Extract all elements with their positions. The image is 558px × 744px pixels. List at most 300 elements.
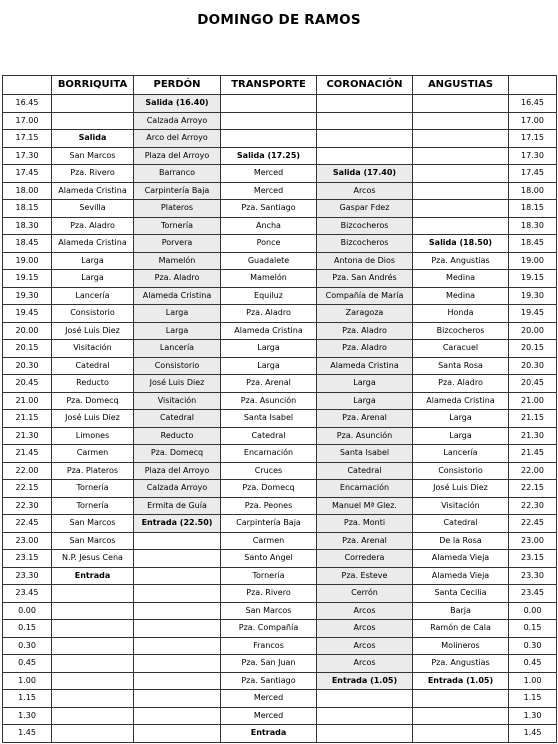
- schedule-cell: Entrada (1.05): [413, 672, 509, 690]
- schedule-cell: [134, 550, 221, 568]
- schedule-cell: Visitación: [52, 340, 134, 358]
- schedule-cell: Encarnación: [317, 480, 413, 498]
- time-cell-right: 17.30: [509, 147, 557, 165]
- schedule-cell: [52, 707, 134, 725]
- schedule-cell: [317, 725, 413, 743]
- time-cell-right: 17.15: [509, 130, 557, 148]
- time-cell-left: 0.45: [3, 655, 52, 673]
- schedule-cell: [52, 95, 134, 113]
- table-row: [3, 532, 557, 550]
- schedule-cell: Alameda Cristina: [52, 182, 134, 200]
- schedule-cell: Visitación: [413, 497, 509, 515]
- schedule-cell: Ponce: [221, 235, 317, 253]
- time-cell-right: 21.00: [509, 392, 557, 410]
- time-cell-left: 18.30: [3, 217, 52, 235]
- schedule-cell: Tornería: [134, 217, 221, 235]
- schedule-body: [3, 95, 557, 743]
- schedule-cell: Larga: [221, 340, 317, 358]
- time-cell-right: 21.30: [509, 427, 557, 445]
- time-cell-left: 17.00: [3, 112, 52, 130]
- column-header: BORRIQUITA: [52, 76, 134, 95]
- time-cell-right: 0.45: [509, 655, 557, 673]
- time-cell-left: 0.00: [3, 602, 52, 620]
- schedule-cell: [413, 200, 509, 218]
- schedule-cell: San Marcos: [52, 532, 134, 550]
- time-cell-right: 21.15: [509, 410, 557, 428]
- time-cell-left: 1.15: [3, 690, 52, 708]
- schedule-cell: Larga: [134, 322, 221, 340]
- schedule-cell: Catedral: [413, 515, 509, 533]
- time-cell-left: 1.30: [3, 707, 52, 725]
- table-row: [3, 340, 557, 358]
- schedule-cell: Cruces: [221, 462, 317, 480]
- schedule-cell: N.P. Jesus Cena: [52, 550, 134, 568]
- schedule-cell: Pza. Peones: [221, 497, 317, 515]
- schedule-cell: Plaza del Arroyo: [134, 147, 221, 165]
- table-row: [3, 725, 557, 743]
- schedule-cell: Medina: [413, 270, 509, 288]
- time-cell-left: 21.45: [3, 445, 52, 463]
- schedule-cell: Guadalete: [221, 252, 317, 270]
- schedule-cell: Corredera: [317, 550, 413, 568]
- time-cell-left: 18.00: [3, 182, 52, 200]
- schedule-cell: [134, 602, 221, 620]
- schedule-cell: Zaragoza: [317, 305, 413, 323]
- schedule-cell: Francos: [221, 637, 317, 655]
- schedule-cell: Lancería: [52, 287, 134, 305]
- table-row: [3, 462, 557, 480]
- schedule-cell: Entrada: [221, 725, 317, 743]
- table-row: [3, 392, 557, 410]
- schedule-cell: [317, 112, 413, 130]
- time-cell-left: 20.30: [3, 357, 52, 375]
- table-row: [3, 515, 557, 533]
- schedule-cell: Reducto: [52, 375, 134, 393]
- time-cell-left: 22.45: [3, 515, 52, 533]
- schedule-cell: Mamelón: [134, 252, 221, 270]
- schedule-cell: Carmen: [221, 532, 317, 550]
- schedule-cell: [52, 637, 134, 655]
- schedule-cell: San Marcos: [221, 602, 317, 620]
- schedule-cell: [221, 95, 317, 113]
- table-row: [3, 270, 557, 288]
- schedule-cell: Carpintería Baja: [134, 182, 221, 200]
- schedule-cell: [221, 112, 317, 130]
- schedule-cell: Bizcocheros: [317, 217, 413, 235]
- time-cell-left: 23.30: [3, 567, 52, 585]
- time-cell-right: 23.30: [509, 567, 557, 585]
- schedule-cell: Merced: [221, 165, 317, 183]
- time-cell-left: 19.15: [3, 270, 52, 288]
- time-cell-left: 20.45: [3, 375, 52, 393]
- schedule-cell: Catedral: [221, 427, 317, 445]
- time-cell-left: 17.15: [3, 130, 52, 148]
- table-row: [3, 217, 557, 235]
- schedule-cell: Limones: [52, 427, 134, 445]
- schedule-cell: Pza. Aladro: [52, 217, 134, 235]
- schedule-cell: Pza. Plateros: [52, 462, 134, 480]
- table-row: [3, 182, 557, 200]
- schedule-cell: Equiluz: [221, 287, 317, 305]
- table-row: [3, 130, 557, 148]
- time-cell-right: 19.30: [509, 287, 557, 305]
- schedule-cell: Consistorio: [52, 305, 134, 323]
- schedule-cell: Manuel Mª Glez.: [317, 497, 413, 515]
- time-cell-left: 19.00: [3, 252, 52, 270]
- time-cell-right: 23.45: [509, 585, 557, 603]
- schedule-cell: [134, 672, 221, 690]
- time-cell-left: 21.15: [3, 410, 52, 428]
- schedule-cell: [134, 532, 221, 550]
- table-row: [3, 322, 557, 340]
- table-row: [3, 427, 557, 445]
- table-row: [3, 445, 557, 463]
- schedule-cell: Entrada: [52, 567, 134, 585]
- time-cell-right: 16.45: [509, 95, 557, 113]
- schedule-cell: Alameda Cristina: [221, 322, 317, 340]
- time-cell-right: 23.15: [509, 550, 557, 568]
- schedule-cell: [134, 690, 221, 708]
- time-cell-right: 22.00: [509, 462, 557, 480]
- schedule-cell: [134, 725, 221, 743]
- schedule-cell: [413, 725, 509, 743]
- schedule-cell: Ramón de Cala: [413, 620, 509, 638]
- column-header: CORONACIÓN: [317, 76, 413, 95]
- time-cell-right: 1.45: [509, 725, 557, 743]
- schedule-cell: [413, 707, 509, 725]
- schedule-cell: Alameda Vieja: [413, 550, 509, 568]
- schedule-cell: Pza. San Juan: [221, 655, 317, 673]
- table-row: [3, 620, 557, 638]
- schedule-cell: Consistorio: [413, 462, 509, 480]
- schedule-cell: [413, 165, 509, 183]
- time-cell-left: 0.30: [3, 637, 52, 655]
- table-row: [3, 235, 557, 253]
- schedule-cell: Lancería: [134, 340, 221, 358]
- schedule-cell: Santa Rosa: [413, 357, 509, 375]
- schedule-cell: Pza. Aladro: [317, 340, 413, 358]
- schedule-cell: Pza. Rivero: [52, 165, 134, 183]
- table-row: [3, 357, 557, 375]
- schedule-cell: Gaspar Fdez: [317, 200, 413, 218]
- schedule-cell: Caracuel: [413, 340, 509, 358]
- schedule-cell: Carmen: [52, 445, 134, 463]
- time-cell-left: 21.00: [3, 392, 52, 410]
- table-row: [3, 287, 557, 305]
- time-cell-left: 16.45: [3, 95, 52, 113]
- table-row: [3, 305, 557, 323]
- time-cell-right: 20.45: [509, 375, 557, 393]
- schedule-cell: Ermita de Guía: [134, 497, 221, 515]
- schedule-cell: Pza. Aladro: [221, 305, 317, 323]
- schedule-cell: Catedral: [134, 410, 221, 428]
- schedule-cell: Catedral: [52, 357, 134, 375]
- schedule-cell: [317, 147, 413, 165]
- time-cell-right: 21.45: [509, 445, 557, 463]
- schedule-cell: Merced: [221, 707, 317, 725]
- schedule-cell: Barranco: [134, 165, 221, 183]
- schedule-cell: Tornería: [52, 480, 134, 498]
- schedule-cell: Santa Isabel: [221, 410, 317, 428]
- schedule-cell: Medina: [413, 287, 509, 305]
- schedule-cell: Pza. Santiago: [221, 672, 317, 690]
- schedule-cell: José Luis Diez: [413, 480, 509, 498]
- table-row: [3, 707, 557, 725]
- schedule-cell: [317, 690, 413, 708]
- table-row: [3, 690, 557, 708]
- time-cell-right: 18.45: [509, 235, 557, 253]
- schedule-cell: Merced: [221, 690, 317, 708]
- schedule-cell: Lancería: [413, 445, 509, 463]
- schedule-cell: [52, 602, 134, 620]
- schedule-cell: Pza. Arenal: [317, 532, 413, 550]
- table-row: [3, 252, 557, 270]
- schedule-cell: Pza. Aladro: [317, 322, 413, 340]
- schedule-cell: José Luis Diez: [134, 375, 221, 393]
- time-header-left: [3, 76, 52, 95]
- page-title: DOMINGO DE RAMOS: [197, 12, 361, 28]
- schedule-cell: [413, 130, 509, 148]
- time-cell-left: 23.15: [3, 550, 52, 568]
- schedule-cell: [134, 637, 221, 655]
- schedule-cell: Porvera: [134, 235, 221, 253]
- schedule-cell: Arcos: [317, 620, 413, 638]
- time-cell-right: 1.30: [509, 707, 557, 725]
- schedule-cell: Larga: [221, 357, 317, 375]
- schedule-cell: Catedral: [317, 462, 413, 480]
- time-header-right: [509, 76, 557, 95]
- schedule-cell: Honda: [413, 305, 509, 323]
- schedule-cell: [413, 112, 509, 130]
- schedule-cell: Barja: [413, 602, 509, 620]
- time-cell-right: 19.45: [509, 305, 557, 323]
- schedule-cell: De la Rosa: [413, 532, 509, 550]
- schedule-cell: Alameda Cristina: [317, 357, 413, 375]
- time-cell-right: 18.15: [509, 200, 557, 218]
- schedule-cell: Alameda Cristina: [134, 287, 221, 305]
- schedule-cell: Larga: [413, 427, 509, 445]
- time-cell-right: 17.45: [509, 165, 557, 183]
- time-cell-left: 17.45: [3, 165, 52, 183]
- time-cell-left: 19.45: [3, 305, 52, 323]
- schedule-cell: Pza. Monti: [317, 515, 413, 533]
- schedule-cell: Pza. Compañía: [221, 620, 317, 638]
- schedule-cell: Santa Isabel: [317, 445, 413, 463]
- schedule-cell: Arcos: [317, 637, 413, 655]
- table-row: [3, 95, 557, 113]
- schedule-cell: Pza. Aladro: [134, 270, 221, 288]
- schedule-cell: Salida: [52, 130, 134, 148]
- schedule-cell: Pza. Arenal: [221, 375, 317, 393]
- schedule-cell: [413, 690, 509, 708]
- time-cell-right: 22.15: [509, 480, 557, 498]
- schedule-cell: Salida (18.50): [413, 235, 509, 253]
- schedule-cell: Pza. Arenal: [317, 410, 413, 428]
- schedule-cell: Pza. Santiago: [221, 200, 317, 218]
- time-cell-left: 20.15: [3, 340, 52, 358]
- schedule-cell: Pza. Rivero: [221, 585, 317, 603]
- time-cell-right: 18.30: [509, 217, 557, 235]
- table-row: [3, 200, 557, 218]
- schedule-cell: Salida (16.40): [134, 95, 221, 113]
- schedule-cell: [413, 95, 509, 113]
- time-cell-right: 19.15: [509, 270, 557, 288]
- schedule-cell: Mamelón: [221, 270, 317, 288]
- schedule-cell: Pza. Angustias: [413, 252, 509, 270]
- schedule-cell: [317, 95, 413, 113]
- time-cell-left: 23.45: [3, 585, 52, 603]
- schedule-cell: [52, 112, 134, 130]
- time-cell-right: 20.15: [509, 340, 557, 358]
- schedule-cell: San Marcos: [52, 515, 134, 533]
- schedule-cell: [134, 585, 221, 603]
- schedule-cell: Salida (17.25): [221, 147, 317, 165]
- schedule-cell: Plateros: [134, 200, 221, 218]
- schedule-cell: Pza. Angustias: [413, 655, 509, 673]
- time-cell-right: 18.00: [509, 182, 557, 200]
- schedule-cell: [413, 182, 509, 200]
- schedule-cell: Sevilla: [52, 200, 134, 218]
- schedule-cell: Pza. Domecq: [52, 392, 134, 410]
- table-row: [3, 497, 557, 515]
- time-cell-right: 23.00: [509, 532, 557, 550]
- schedule-cell: Plaza del Arroyo: [134, 462, 221, 480]
- schedule-cell: [52, 672, 134, 690]
- time-cell-right: 0.30: [509, 637, 557, 655]
- table-row: [3, 567, 557, 585]
- time-cell-left: 1.45: [3, 725, 52, 743]
- table-row: [3, 655, 557, 673]
- header-row: [3, 76, 557, 95]
- time-cell-left: 1.00: [3, 672, 52, 690]
- schedule-cell: Arcos: [317, 602, 413, 620]
- time-cell-right: 20.30: [509, 357, 557, 375]
- schedule-cell: Ancha: [221, 217, 317, 235]
- schedule-cell: Carpintería Baja: [221, 515, 317, 533]
- schedule-cell: Cerrón: [317, 585, 413, 603]
- schedule-cell: [134, 655, 221, 673]
- schedule-cell: Merced: [221, 182, 317, 200]
- schedule-cell: Antona de Dios: [317, 252, 413, 270]
- schedule-cell: [52, 585, 134, 603]
- schedule-cell: Larga: [317, 375, 413, 393]
- schedule-cell: [413, 217, 509, 235]
- table-row: [3, 602, 557, 620]
- schedule-cell: Tornería: [52, 497, 134, 515]
- time-cell-left: 22.30: [3, 497, 52, 515]
- schedule-cell: José Luis Diez: [52, 322, 134, 340]
- time-cell-left: 19.30: [3, 287, 52, 305]
- time-cell-right: 22.45: [509, 515, 557, 533]
- schedule-cell: Larga: [52, 270, 134, 288]
- column-header: ANGUSTIAS: [413, 76, 509, 95]
- schedule-cell: Calzada Arroyo: [134, 480, 221, 498]
- table-row: [3, 375, 557, 393]
- schedule-cell: Alameda Cristina: [52, 235, 134, 253]
- time-cell-left: 22.15: [3, 480, 52, 498]
- time-cell-right: 17.00: [509, 112, 557, 130]
- table-row: [3, 550, 557, 568]
- schedule-cell: [52, 725, 134, 743]
- time-cell-right: 0.00: [509, 602, 557, 620]
- schedule-cell: Pza. Domecq: [221, 480, 317, 498]
- table-row: [3, 112, 557, 130]
- time-cell-left: 21.30: [3, 427, 52, 445]
- schedule-cell: [221, 130, 317, 148]
- time-cell-right: 20.00: [509, 322, 557, 340]
- schedule-cell: José Luis Diez: [52, 410, 134, 428]
- column-header: PERDÓN: [134, 76, 221, 95]
- table-row: [3, 672, 557, 690]
- schedule-cell: Pza. Domecq: [134, 445, 221, 463]
- time-cell-right: 0.15: [509, 620, 557, 638]
- schedule-cell: Consistorio: [134, 357, 221, 375]
- schedule-cell: Calzada Arroyo: [134, 112, 221, 130]
- time-cell-left: 18.45: [3, 235, 52, 253]
- column-header: TRANSPORTE: [221, 76, 317, 95]
- schedule-cell: Salida (17.40): [317, 165, 413, 183]
- schedule-cell: [52, 620, 134, 638]
- schedule-cell: Pza. Aladro: [413, 375, 509, 393]
- schedule-cell: [52, 655, 134, 673]
- schedule-cell: Pza. Asunción: [317, 427, 413, 445]
- schedule-cell: Bizcocheros: [413, 322, 509, 340]
- schedule-cell: Molineros: [413, 637, 509, 655]
- schedule-cell: Compañía de María: [317, 287, 413, 305]
- time-cell-left: 23.00: [3, 532, 52, 550]
- schedule-cell: Entrada (1.05): [317, 672, 413, 690]
- schedule-cell: Visitación: [134, 392, 221, 410]
- time-cell-left: 0.15: [3, 620, 52, 638]
- schedule-cell: Pza. Asunción: [221, 392, 317, 410]
- time-cell-left: 17.30: [3, 147, 52, 165]
- table-row: [3, 585, 557, 603]
- schedule-cell: Arcos: [317, 182, 413, 200]
- schedule-cell: [317, 707, 413, 725]
- table-row: [3, 637, 557, 655]
- schedule-cell: [134, 567, 221, 585]
- time-cell-right: 19.00: [509, 252, 557, 270]
- schedule-cell: [317, 130, 413, 148]
- schedule-cell: Tornería: [221, 567, 317, 585]
- schedule-cell: Reducto: [134, 427, 221, 445]
- schedule-cell: Bizcocheros: [317, 235, 413, 253]
- time-cell-right: 22.30: [509, 497, 557, 515]
- schedule-cell: Larga: [413, 410, 509, 428]
- time-cell-left: 22.00: [3, 462, 52, 480]
- time-cell-right: 1.00: [509, 672, 557, 690]
- schedule-cell: [413, 147, 509, 165]
- schedule-cell: [134, 707, 221, 725]
- table-row: [3, 410, 557, 428]
- schedule-cell: San Marcos: [52, 147, 134, 165]
- time-cell-right: 1.15: [509, 690, 557, 708]
- schedule-cell: Entrada (22.50): [134, 515, 221, 533]
- table-row: [3, 480, 557, 498]
- schedule-table: [2, 75, 557, 743]
- schedule-cell: Pza. Esteve: [317, 567, 413, 585]
- time-cell-left: 20.00: [3, 322, 52, 340]
- schedule-cell: Encarnación: [221, 445, 317, 463]
- table-row: [3, 147, 557, 165]
- schedule-cell: [52, 690, 134, 708]
- schedule-cell: [134, 620, 221, 638]
- schedule-cell: Pza. San Andrés: [317, 270, 413, 288]
- schedule-cell: Arcos: [317, 655, 413, 673]
- schedule-cell: Arco del Arroyo: [134, 130, 221, 148]
- schedule-cell: Larga: [52, 252, 134, 270]
- schedule-cell: Santo Angel: [221, 550, 317, 568]
